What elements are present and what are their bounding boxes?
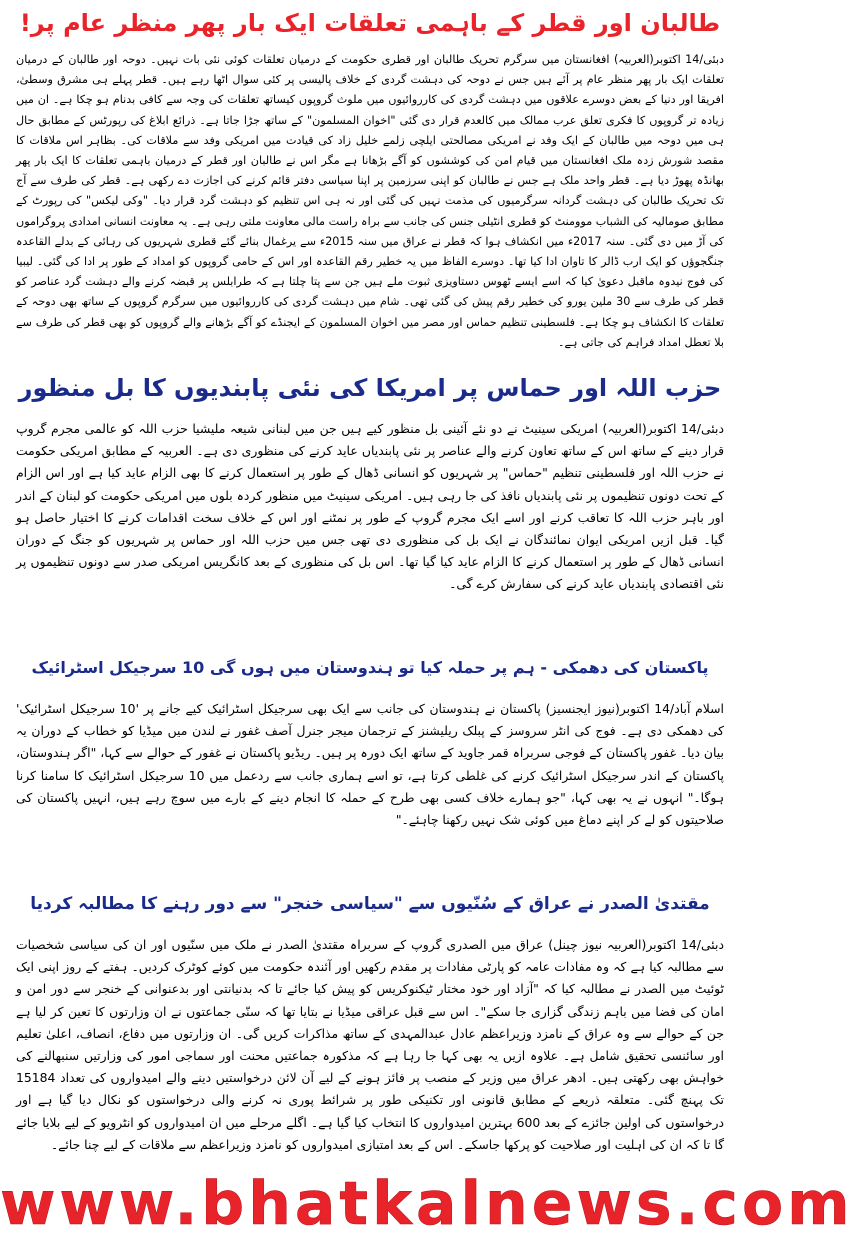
headline-taliban-qatar: طالبان اور قطر کے باہمی تعلقات ایک بار پھر منظر عام پر! — [19, 9, 721, 37]
headline-pakistan-threat: پاکستان کی دھمکی - ہم پر حملہ کیا تو ہندوستان میں ہوں گی 10 سرجیکل اسٹرائیک — [31, 658, 709, 677]
article-pakistan-threat: اسلام آباد/14 اکتوبر(نیوز ایجنسیز) پاکستان نے ہندوستان کی جانب سے ایک بھی سرجیکل اسٹرائیک کیے جانے پر '10 سرجیکل اسٹرائیک' کی دھمکی دی ہے۔ فوج کی انٹر سروسز کے پبلک ریلیشنز کے ترجمان میجر جنرل آصف غفور نے لندن میں میڈیا کو خطاب کے دوران یہ بیان دیا۔ غفور پاکستان کے فوجی سربراہ قمر جاوید کے ساتھ ایک دورہ پر ہیں۔ ریڈیو پاکستان نے غفور کے حوالے سے کہا، "اگر ہندوستان، پاکستان کے اندر سرجیکل اسٹرائیک کرنے کی غلطی کرتا ہے، تو اسے ہماری جانب سے ردعمل میں 10 سرجیکل اسٹرائیک کا سامنا کرنا ہوگا۔" انہوں نے یہ بھی کہا، "جو ہمارے خلاف کسی بھی طرح کے حملہ کا انجام دینے کے بارے میں سوچ رہے ہیں، انہیں پاکستان کی صلاحیتوں کو لے کر اپنے دماغ میں کوئی شک نہیں رکھنا چاہئے۔" — [16, 701, 725, 828]
article-hezbollah-hamas: دبئی/14 اکتوبر(العربیہ) امریکی سینیٹ نے دو نئے آئینی بل منظور کیے ہیں جن میں لبنانی شیعہ ملیشیا حزب اللہ کو عالمی مجرم گروپ قرار دینے کے ساتھ اس کے ساتھ تعاون کرنے والے عناصر پر نئی پابندیاں عاید کرنے کی منظوری دی ہے۔ العربیہ کے مطابق امریکی حکومت نے حزب اللہ اور فلسطینی تنظیم "حماس" پر شہریوں کو انسانی ڈھال کے طور پر استعمال کرنے کا بھی الزام عاید کیا ہے اور اس الزام کے تحت دونوں تنظیموں پر نئی پابندیاں نافذ کی جا رہی ہیں۔ امریکی سینیٹ میں منظور کردہ بلوں میں امریکی حکومت کو لبنان کے اندر اور باہر حزب اللہ کا تعاقب کرنے اور اسے ایک مجرم گروپ کے طور پر نمٹنے اور اس کے خلاف سخت اقدامات کرنے کا اختیار حاصل ہو گیا۔ قبل ازیں امریکی ایوان نمائندگان نے ایک بل کی منظوری دی تھی جس میں حزب اللہ اور حماس پر شہریوں کو جنگ کے دوران انسانی ڈھال کے طور پر استعمال کرنے کا الزام عاید کیا گیا تھا۔ اس بل کی منظوری کے بعد کانگریس امریکی صدر سے دونوں تنظیموں پر نئی اقتصادی پابندیاں عاید کرنے کی سفارش کرے گی۔ — [16, 421, 724, 592]
article-muqtada-sadr: دبئی/14 اکتوبر(العربیہ نیوز چینل) عراق میں الصدری گروپ کے سربراہ مقتدیٰ الصدر نے ملک میں سنّیوں اور ان کی سیاسی شخصیات سے مطالبہ کیا ہے کہ وہ مفادات عامہ کو پارٹی مفادات پر مقدم رکھیں اور آئندہ حکومت میں کوئے کوٹرک کردیں۔ ہفتے کے روز اپنی ایک ٹوئیٹ میں الصدر نے مطالبہ کیا کہ "آزاد اور خود مختار ٹیکنوکریس کو پیش کیا جائے تا کہ بدنیانتی اور بدعنوانی کے خنجر سے دور امن و امان کی فضا میں باہم زندگی گزاری جا سکے"۔ اس سے قبل عراقی میڈیا نے بتایا تھا کہ سنّی جماعتوں نے ان وزارتوں کا تعین کر لیا ہے جن کے حوالے سے وہ عراق کے نامزد وزیراعظم عادل عبدالمہدی کے ساتھ مذاکرات کریں گی۔ ان وزارتوں میں دفاع، انصاف، اعلیٰ تعلیم اور سائنسی تحقیق شامل ہے۔ علاوہ ازیں یہ بھی کہا جا رہا ہے کہ مذکورہ جماعتیں محنت اور سماجی امور کی وزارتیں سنبھالنے کی خواہش بھی رکھتی ہیں۔ ادھر عراق میں وزیر کے منصب پر فائز ہونے کے لیے آن لائن درخواستیں دینے والے امیدواروں کی تعداد 15184 تک پہنچ گئی۔ متعلقہ ذریعے کے مطابق قانونی اور تکنیکی طور پر شرائط پوری نہ کرنے والی درخواستوں کو نکال دیا گیا ہے اور درخواستوں کی اولین جائزے کے بعد 600 بہترین امیدواروں کا انتخاب کیا گیا ہے۔ اگلے مرحلے میں ان امیدواروں کو انٹرویو کے لیے بلایا جائے گا تا کہ ان کی اہلیت اور صلاحیت کو پرکھا جاسکے۔ اس کے بعد امتیازی امیدواروں کو نامزد وزیراعظم سے ملاقات کے لیے چنا جائے۔ — [16, 937, 724, 1152]
site-url[interactable]: www.bhatkalnews.com — [0, 1169, 854, 1239]
headline-hezbollah-hamas: حزب اللہ اور حماس پر امریکا کی نئی پابندیوں کا بل منظور — [18, 374, 722, 402]
footer-watermark — [0, 1169, 854, 1239]
headline-muqtada-sadr: مقتدیٰ الصدر نے عراق کے سُنّیوں سے "سیاسی خنجر" سے دور رہنے کا مطالبہ کردیا — [30, 894, 710, 914]
article-taliban-qatar: دبئی/14 اکتوبر(العربیہ) افغانستان میں سرگرم تحریک طالبان اور قطری حکومت کے درمیان تعلقات کوئی نئی بات نہیں۔ دوحہ اور طالبان کے درمیان تعلقات ایک بار پھر منظر عام پر آئے ہیں جس نے دوحہ کی دہشت گردی کے خلاف پالیسی پر کئی سوال اٹھا رہے ہیں۔ قطر پہلے ہی مشرق وسطیٰ، افریقا اور دنیا کے بعض دوسرے علاقوں میں دہشت گردی کی کارروائیوں میں ملوث گروپوں کیساتھ تعلقات کی وجہ سے کافی بدنام ہو چکا ہے۔ ان میں زیادہ تر گروپوں کا فکری تعلق عرب ممالک میں کالعدم قرار دی گئی "اخوان المسلمون" کے ساتھ جڑا جاتا ہے۔ ذرائع ابلاغ کی رپورٹس کے مطابق حال ہی میں دوحہ میں طالبان کے ایک وفد نے امریکی مصالحتی ایلچی زلمے خلیل زاد کی قیادت میں امریکی وفد سے ملاقات کی۔ بظاہر اس ملاقات کا مقصد شورش زدہ ملک افغانستان میں قیام امن کی کوششوں کو آگے بڑھانا ہے مگر اس نے طالبان اور قطر کے درمیان باہمی تعلقات کا ایک بار پھر بھانڈہ پھوڑ دیا ہے۔ قطر واحد ملک ہے جس نے طالبان کو اپنی سرزمین پر اپنا سیاسی دفتر قائم کرنے کی اجازت دے رکھی ہے۔ قطر کی طرف سے آج تک تحریک طالبان کی دہشت گردانہ سرگرمیوں کی مذمت نہیں کی گئی اور نہ ہی اس تنظیم کو دہشت گرد قرار دیا۔ "وکی لیکس" کی رپورٹ کے مطابق صومالیہ کی الشباب موومنٹ کو قطری انٹیلی جنس کی جانب سے براہ راست مالی معاونت ملتی رہی ہے۔ یہ معاونت انسانی امدادی پروگراموں کی آڑ میں دی گئی۔ سنہ 2017ء میں انکشاف ہوا کہ قطر نے عراق میں سنہ 2015ء سے یرغمال بنائے گئے قطری شہریوں کی رہائی کے بدلے القاعدہ جنگجوؤں کو ایک ارب ڈالر کا تاوان ادا کیا تھا۔ دوسرے الفاظ میں یہ خطیر رقم القاعدہ اور اس کے حامی گروپوں کو امداد کے طور پر ادا کی گئی۔ لیبیا کی فوج نیدوہ ماقبل دعویٰ کیا کہ اسے ایسے ٹھوس دستاویزی ثبوت ملے ہیں جن سے پتا چلتا ہے کہ طرابلس پر قبضہ کرنے والے دہشت گرد عناصر کو قطر کی طرف سے 30 ملین یورو کی خطیر رقم پیش کی گئی تھی۔ شام میں دہشت گردی کی کارروائیوں میں سرگرم گروپوں کے ساتھ بھی دوحہ کے تعلقات کا انکشاف ہو چکا ہے۔ فلسطینی تنظیم حماس اور مصر میں اخوان المسلمون کے ایجنڈے کو آگے بڑھانے والے گروپوں کو بھی قطر کی طرف سے بلا تعطل امداد فراہم کی جاتی ہے۔ — [16, 53, 724, 349]
